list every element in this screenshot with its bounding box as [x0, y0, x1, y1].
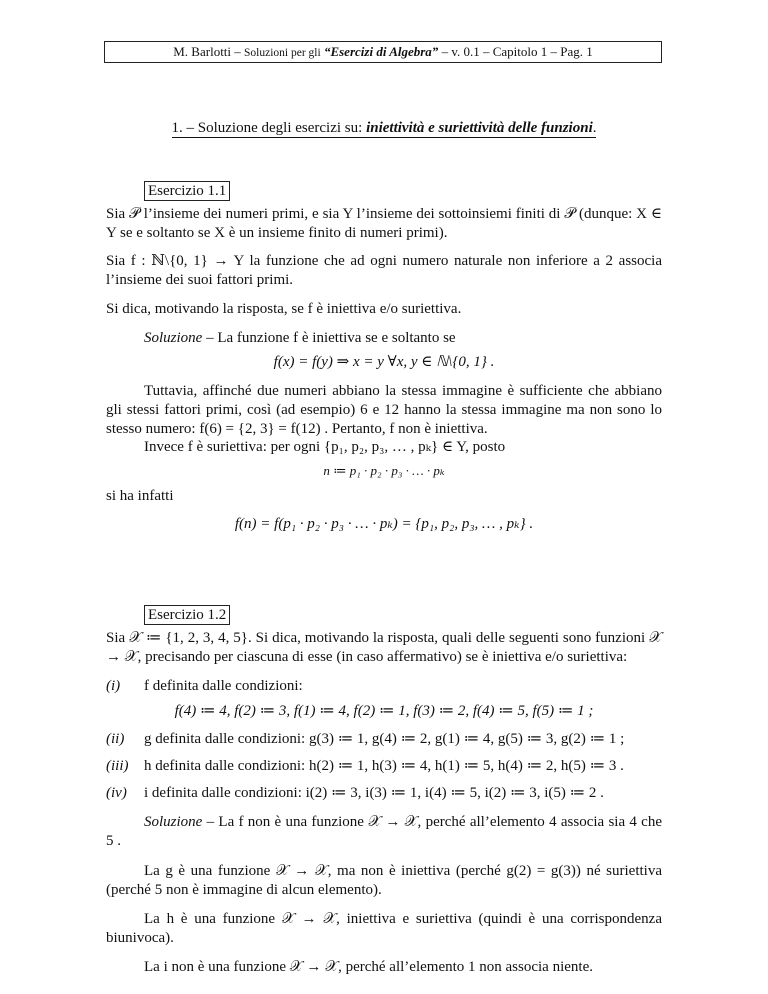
- ex1-solution-label: Soluzione: [144, 330, 203, 346]
- header-pre: Soluzioni per gli: [244, 47, 321, 59]
- ex2-solution-text-4: La i non è una funzione 𝒳 → 𝒳, perché all’elemento 1 non associa niente.: [144, 959, 593, 975]
- item-iii-text: h definita dalle condizioni: h(2) ≔ 1, h(3) ≔ 4, h(1) ≔ 5, h(4) ≔ 2, h(5) ≔ 3 .: [144, 758, 624, 774]
- item-i-text: f definita dalle condizioni:: [144, 678, 303, 694]
- ex1-solution-text-3: Invece f è suriettiva: per ogni {p₁, p₂, p₃, … , pₖ} ∈ Y, posto: [144, 439, 506, 455]
- header-author: M. Barlotti: [173, 44, 232, 59]
- item-ii-text: g definita dalle condizioni: g(3) ≔ 1, g(4) ≔ 2, g(1) ≔ 4, g(5) ≔ 3, g(2) ≔ 1 ;: [144, 731, 625, 747]
- ex1-solution-intro: [144, 329, 662, 348]
- ex1-equation-1: f(x) = f(y) ⇒ x = y ∀x, y ∈ ℕ\{0, 1} .: [273, 354, 495, 370]
- item-iv-text: i definita dalle condizioni: i(2) ≔ 3, i(3) ≔ 1, i(4) ≔ 5, i(2) ≔ 3, i(5) ≔ 2 .: [144, 785, 604, 801]
- ex1-equation-2: n ≔ p₁ · p₂ · p₃ · … · pₖ: [323, 463, 445, 478]
- ex1-paragraph-1: Sia 𝒫 l’insieme dei numeri primi, e sia Y l’insieme dei sottoinsiemi finiti di 𝒫 (dunque: X ∈ Y se e soltanto se X è un insieme finito di numeri primi).: [106, 206, 662, 241]
- item-i-equation: f(4) ≔ 4, f(2) ≔ 3, f(1) ≔ 4, f(2) ≔ 1, f(3) ≔ 2, f(4) ≔ 5, f(5) ≔ 1 ;: [174, 703, 594, 719]
- ex2-solution-text-1: – La f non è una funzione 𝒳 → 𝒳, perché all’elemento 4 associa sia 4 che 5 .: [106, 814, 662, 849]
- item-iii-number: (iii): [106, 758, 129, 774]
- ex1-solution-text-1: – La funzione f è iniettiva se e soltanto se: [202, 330, 456, 346]
- ex2-solution-text-3: La h è una funzione 𝒳 → 𝒳, iniettiva e suriettiva (quindi è una corrispondenza biunivoca).: [106, 911, 662, 946]
- title-prefix: 1. – Soluzione degli esercizi su:: [171, 120, 367, 136]
- item-i-number: (i): [106, 678, 121, 694]
- ex1-solution-text-4: si ha infatti: [106, 488, 174, 504]
- ex1-solution-text-2: Tuttavia, affinché due numeri abbiano la stessa immagine è sufficiente che abbiano gli stessi fattori primi, così (ad esempio) 6 e 12 hanno la stessa immagine ma non sono lo stesso numero: f(6) = {2, 3} = f(12) . Pertanto, f non è iniettiva.: [106, 383, 662, 437]
- header-separator: –: [231, 44, 245, 59]
- exercise-1-1-label: Esercizio 1.1: [144, 181, 230, 201]
- page-header: [104, 41, 662, 63]
- ex1-paragraph-3: Si dica, motivando la risposta, se f è iniettiva e/o suriettiva.: [106, 301, 462, 317]
- ex2-solution-label: Soluzione: [144, 814, 203, 830]
- header-book-title: “Esercizi di Algebra”: [323, 44, 439, 59]
- section-title: [0, 119, 768, 138]
- title-suffix: .: [592, 120, 597, 136]
- ex2-intro: Sia 𝒳 ≔ {1, 2, 3, 4, 5}. Si dica, motivando la risposta, quali delle seguenti sono funzioni 𝒳 → 𝒳, precisando per ciascuna di esse (in caso affermativo) se è iniettiva e/o suriettiva:: [106, 630, 662, 665]
- ex1-equation-3: f(n) = f(p₁ · p₂ · p₃ · … · pₖ) = {p₁, p₂, p₃, … , pₖ} .: [234, 516, 534, 532]
- title-topic: iniettività e suriettività delle funzioni: [366, 120, 593, 136]
- exercise-1-2-label: Esercizio 1.2: [144, 605, 230, 625]
- item-iv-number: (iv): [106, 785, 127, 801]
- ex1-paragraph-2: Sia f : ℕ\{0, 1} → Y la funzione che ad ogni numero naturale non inferiore a 2 associa l’insieme dei suoi fattori primi.: [106, 253, 662, 288]
- header-rest: – v. 0.1 – Capitolo 1 – Pag. 1: [438, 44, 593, 59]
- ex2-solution-text-2: La g è una funzione 𝒳 → 𝒳, ma non è iniettiva (perché g(2) = g(3)) né suriettiva (perché 5 non è immagine di alcun elemento).: [106, 863, 662, 898]
- ex2-solution-intro: [106, 813, 662, 851]
- item-ii-number: (ii): [106, 731, 125, 747]
